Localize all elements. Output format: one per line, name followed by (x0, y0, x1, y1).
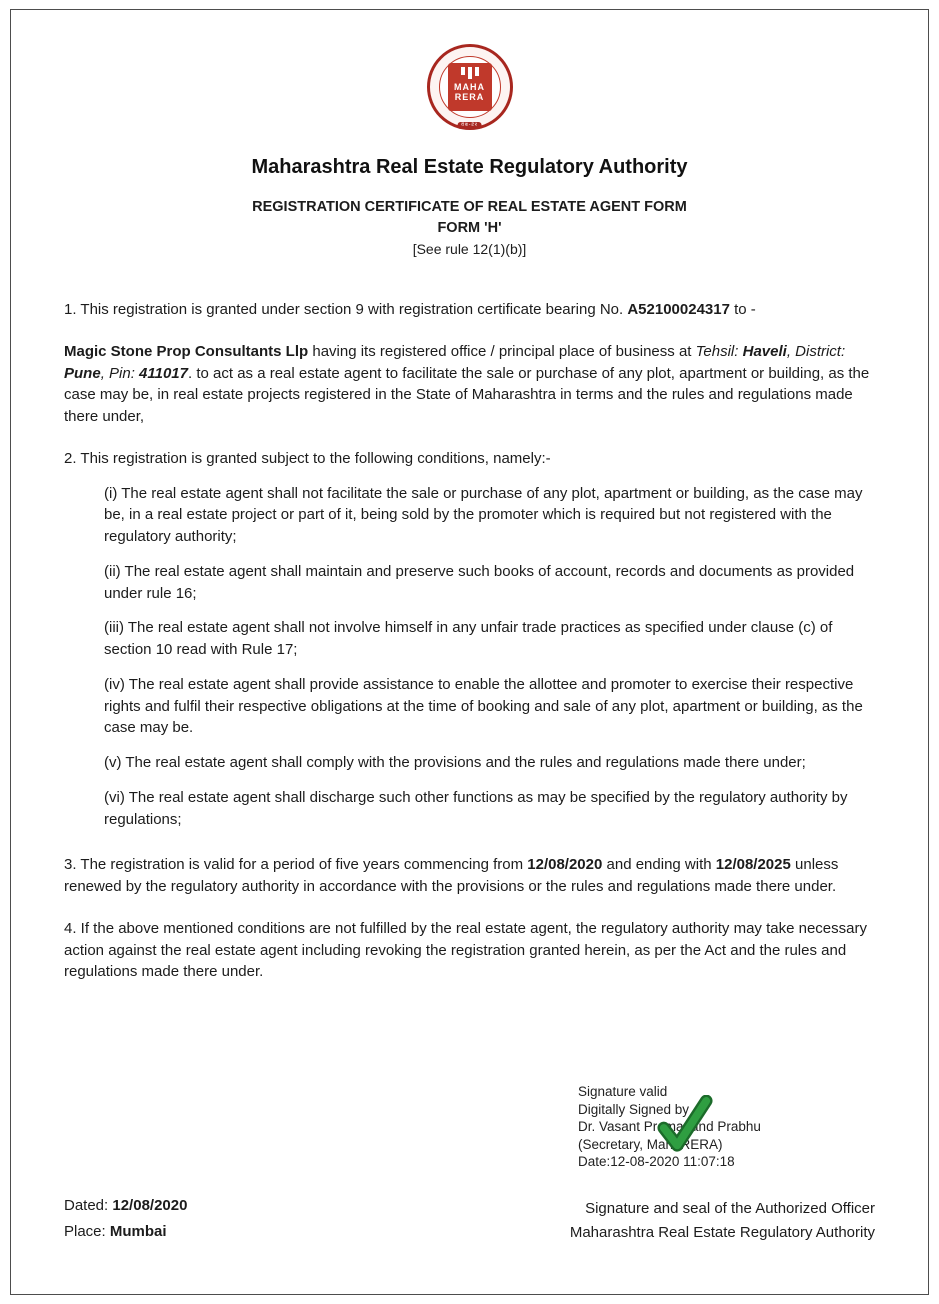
footer-left (64, 1197, 187, 1249)
paragraph-agent-details: Magic Stone Prop Consultants Llp having its registered office / principal place of business at Tehsil: Haveli, District: Pune, Pin: 411017. to act as a real estate agent to facilitate the sale or purchase of any plot, apartment or building, as the case may be, in real estate projects registered in the State of Maharashtra in terms and the rules and regulations made there under, (64, 342, 870, 425)
rule-reference: [See rule 12(1)(b)] (412, 241, 527, 257)
condition-item-iii: (iii) The real estate agent shall not involve himself in any unfair trade practices as specified under clause (c) of section 10 read with Rule 17; (104, 619, 833, 658)
seal-text-line2: RERA (454, 92, 485, 102)
certificate-footer (11, 1197, 928, 1249)
authorized-officer-label: Signature and seal of the Authorized Officer (585, 1199, 875, 1217)
seal-inner-ring (439, 56, 501, 118)
authority-name-label: Maharashtra Real Estate Regulatory Authority (569, 1224, 875, 1242)
seal-text-line1: MAHA (454, 82, 485, 92)
condition-item-i: (i) The real estate agent shall not facilitate the sale or purchase of any plot, apartment or building, as the case may be, in a real estate project or part of it, being sold by the promoter which is required but not registered with the regulatory authority; (104, 484, 863, 545)
authority-title: Maharashtra Real Estate Regulatory Authority (251, 156, 688, 178)
condition-item-v: (v) The real estate agent shall comply with the provisions and the rules and regulations made there under; (104, 754, 806, 771)
certificate-page (10, 9, 929, 1295)
signer-designation: (Secretary, MahaRERA) (578, 1136, 723, 1152)
signature-valid-label: Signature valid (578, 1084, 668, 1099)
seal-band-text: वेब-टेर (457, 122, 482, 129)
paragraph-registration-no: 1. This registration is granted under section 9 with registration certificate bearing No. A52100024317 to - (64, 301, 756, 318)
paragraph-revocation: 4. If the above mentioned conditions are not fulfilled by the real estate agent, the regulatory authority may take necessary action against the real estate agent including revoking the registration granted herein, as per the Act and the rules and regulations made there under. (64, 919, 867, 981)
signature-date: Date:12-08-2020 11:07:18 (578, 1154, 735, 1169)
form-heading: FORM 'H' (437, 220, 502, 236)
conditions-list (64, 483, 875, 831)
maharera-seal-logo (427, 44, 513, 130)
building-icon (448, 63, 492, 111)
footer-right (570, 1197, 875, 1247)
dated-line: Dated: 12/08/2020 (64, 1196, 188, 1214)
paragraph-conditions-intro: 2. This registration is granted subject to the following conditions, namely:- (64, 449, 551, 467)
condition-item-iv: (iv) The real estate agent shall provide assistance to enable the allottee and promoter to exercise their respective rights and fulfil their respective obligations at the time of booking and sale of any plot, apartment or building, as the case may be. (104, 675, 863, 737)
condition-item-ii: (ii) The real estate agent shall maintain and preserve such books of account, records and documents as provided under rule 16; (104, 562, 855, 602)
signer-name: Dr. Vasant Premanand Prabhu (578, 1119, 761, 1134)
certificate-body (11, 299, 928, 983)
place-line: Place: Mumbai (64, 1222, 167, 1240)
building-windows-icon (461, 67, 479, 79)
condition-item-vi: (vi) The real estate agent shall discharge such other functions as may be specified by the regulatory authority by regulations; (104, 788, 848, 828)
certificate-heading: REGISTRATION CERTIFICATE OF REAL ESTATE AGENT FORM (252, 199, 687, 215)
digital-signature-block (578, 1083, 878, 1171)
paragraph-validity: 3. The registration is valid for a period of five years commencing from 12/08/2020 and ending with 12/08/2025 unless renewed by the regulatory authority in accordance with the provisions or the rules and regulations made there under. (64, 856, 839, 895)
digitally-signed-label: Digitally Signed by (578, 1101, 690, 1117)
